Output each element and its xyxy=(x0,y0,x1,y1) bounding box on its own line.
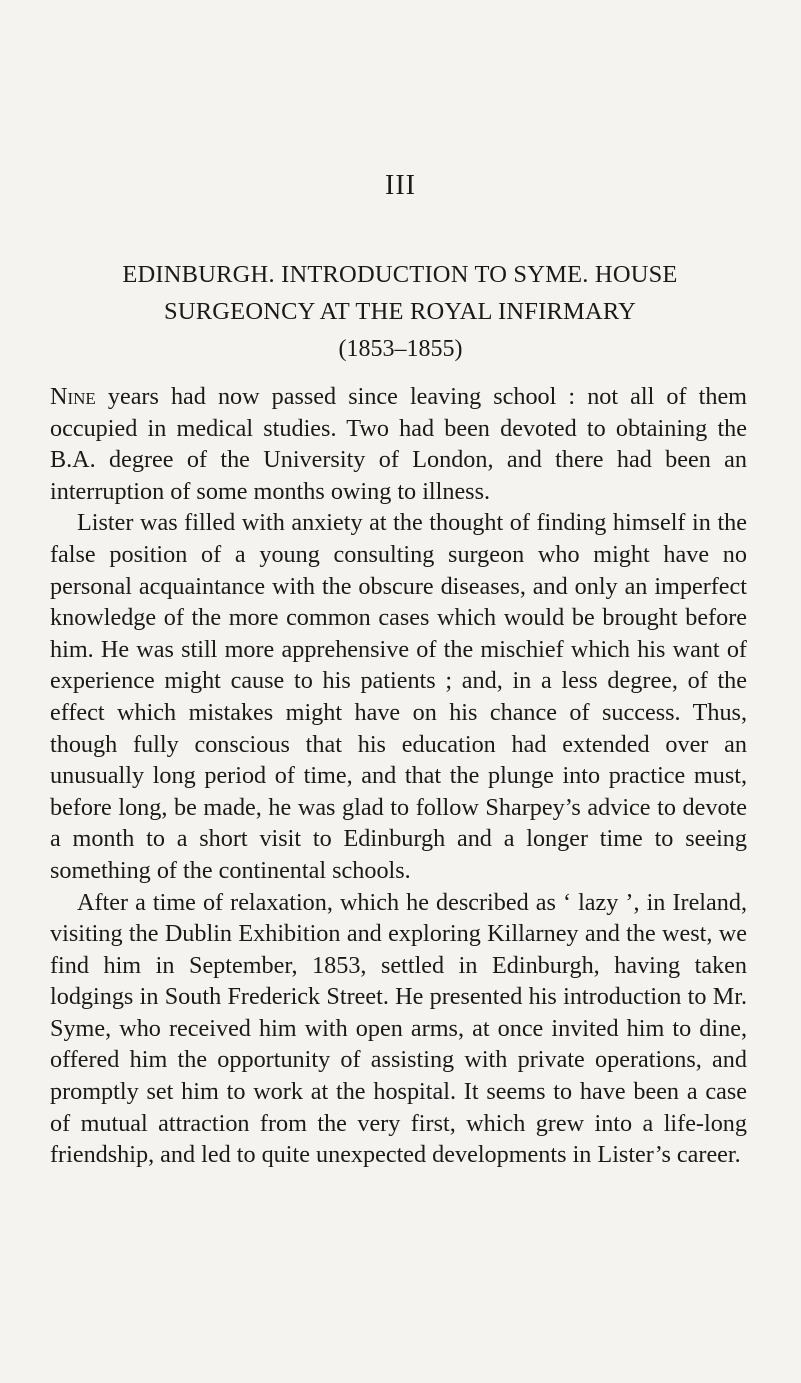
chapter-dates: (1853–1855) xyxy=(338,336,463,362)
chapter-title-line-1: EDINBURGH. INTRODUCTION TO SYME. HOUSE xyxy=(122,261,678,288)
chapter-number: III xyxy=(385,170,416,201)
paragraph-1-text: years had now passed since leaving school : not all of them occupied in medical studies. Two had been devoted to obtaining the B.A. degree of the University of London, and there had been an interruption of some months owing to illness. xyxy=(50,383,747,505)
paragraph-1 xyxy=(50,381,747,507)
paragraph-2: Lister was filled with anxiety at the thought of finding himself in the false position of a young consulting surgeon who might have no personal acquaintance with the obscure diseases, and only an imperfect knowledge of the more common cases which would be brought before him. He was still more apprehensive of the mischief which his want of experience might cause to his patients ; and, in a less degree, of the effect which mistakes might have on his chance of success. Thus, though fully conscious that his education had extended over an unusually long period of time, and that the plunge into practice must, before long, be made, he was glad to follow Sharpey’s advice to devote a month to a short visit to Edinburgh and a longer time to seeing something of the continental schools. xyxy=(50,509,747,884)
paragraph-1-first-word: Nine xyxy=(50,383,96,410)
chapter-title-line-2: SURGEONCY AT THE ROYAL INFIRMARY xyxy=(164,298,636,325)
body-text xyxy=(50,381,747,1171)
paragraph-3: After a time of relaxation, which he described as ‘ lazy ’, in Ireland, visiting the Dublin Exhibition and exploring Killarney and the west, we find him in September, 1853, settled in Edinburgh, having taken lodgings in South Frederick Street. He presented his introduction to Mr. Syme, who received him with open arms, at once invited him to dine, offered him the opportunity of assisting with private operations, and promptly set him to work at the hospital. It seems to have been a case of mutual attraction from the very first, which grew into a life-long friendship, and led to quite unexpected developments in Lister’s career. xyxy=(50,888,747,1169)
chapter-title xyxy=(40,256,760,330)
